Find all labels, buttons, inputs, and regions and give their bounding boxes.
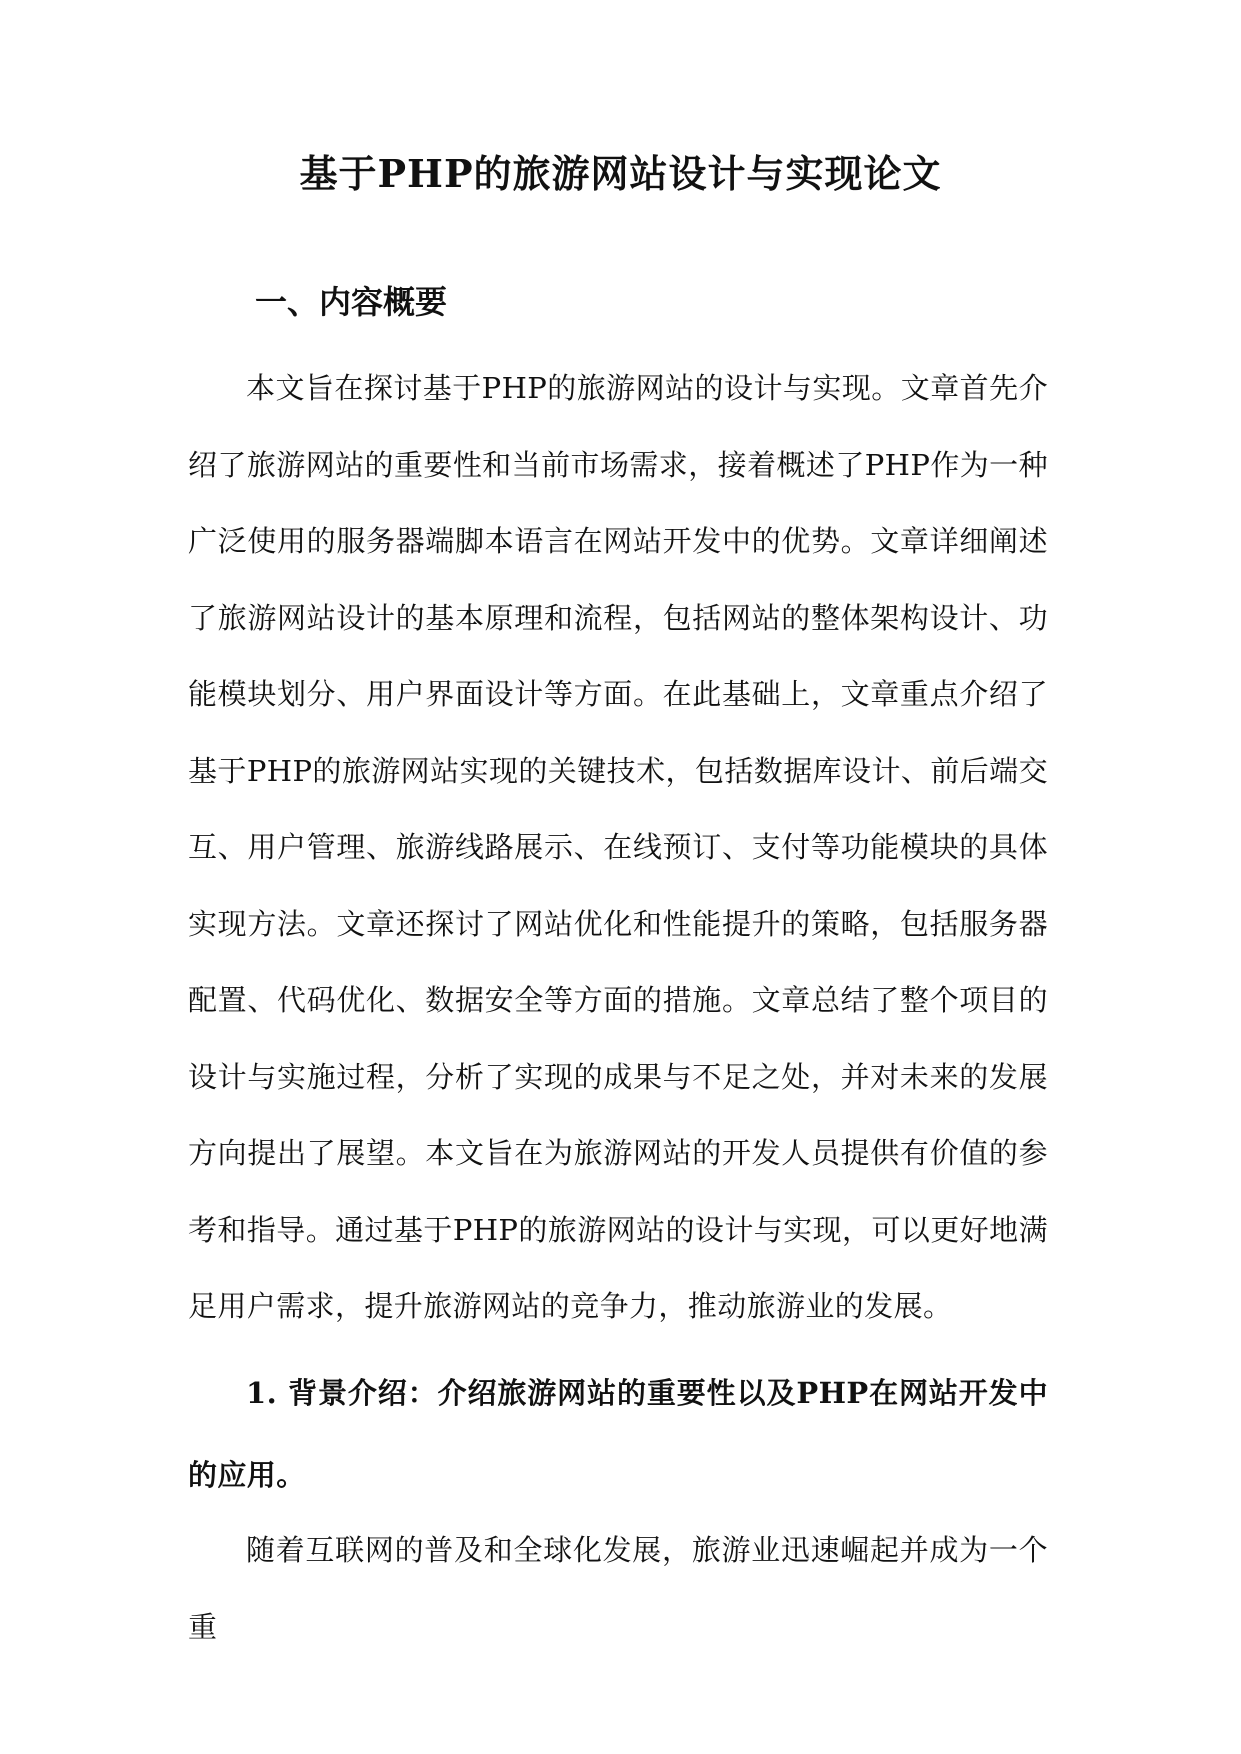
document-title: 基于PHP的旅游网站设计与实现论文 <box>299 151 942 196</box>
summary-paragraph: 本文旨在探讨基于PHP的旅游网站的设计与实现。文章首先介绍了旅游网站的重要性和当前市场需求，接着概述了PHP作为一种广泛使用的服务器端脚本语言在网站开发中的优势。文章详细阐述了旅游网站设计的基本原理和流程，包括网站的整体架构设计、功能模块划分、用户界面设计等方面。在此基础上，文章重点介绍了基于PHP的旅游网站实现的关键技术，包括数据库设计、前后端交互、用户管理、旅游线路展示、在线预订、支付等功能模块的具体实现方法。文章还探讨了网站优化和性能提升的策略，包括服务器配置、代码优化、数据安全等方面的措施。文章总结了整个项目的设计与实施过程，分析了实现的成果与不足之处，并对未来的发展方向提出了展望。本文旨在为旅游网站的开发人员提供有价值的参考和指导。通过基于PHP的旅游网站的设计与实现，可以更好地满足用户需求，提升旅游网站的竞争力，推动旅游业的发展。 <box>188 371 1048 1323</box>
section-heading-summary: 一、内容概要 <box>255 283 448 321</box>
subheading-background: 1. 背景介绍：介绍旅游网站的重要性以及PHP在网站开发中的应用。 <box>188 1376 1048 1492</box>
background-paragraph: 随着互联网的普及和全球化发展，旅游业迅速崛起并成为一个重 <box>188 1533 1048 1644</box>
